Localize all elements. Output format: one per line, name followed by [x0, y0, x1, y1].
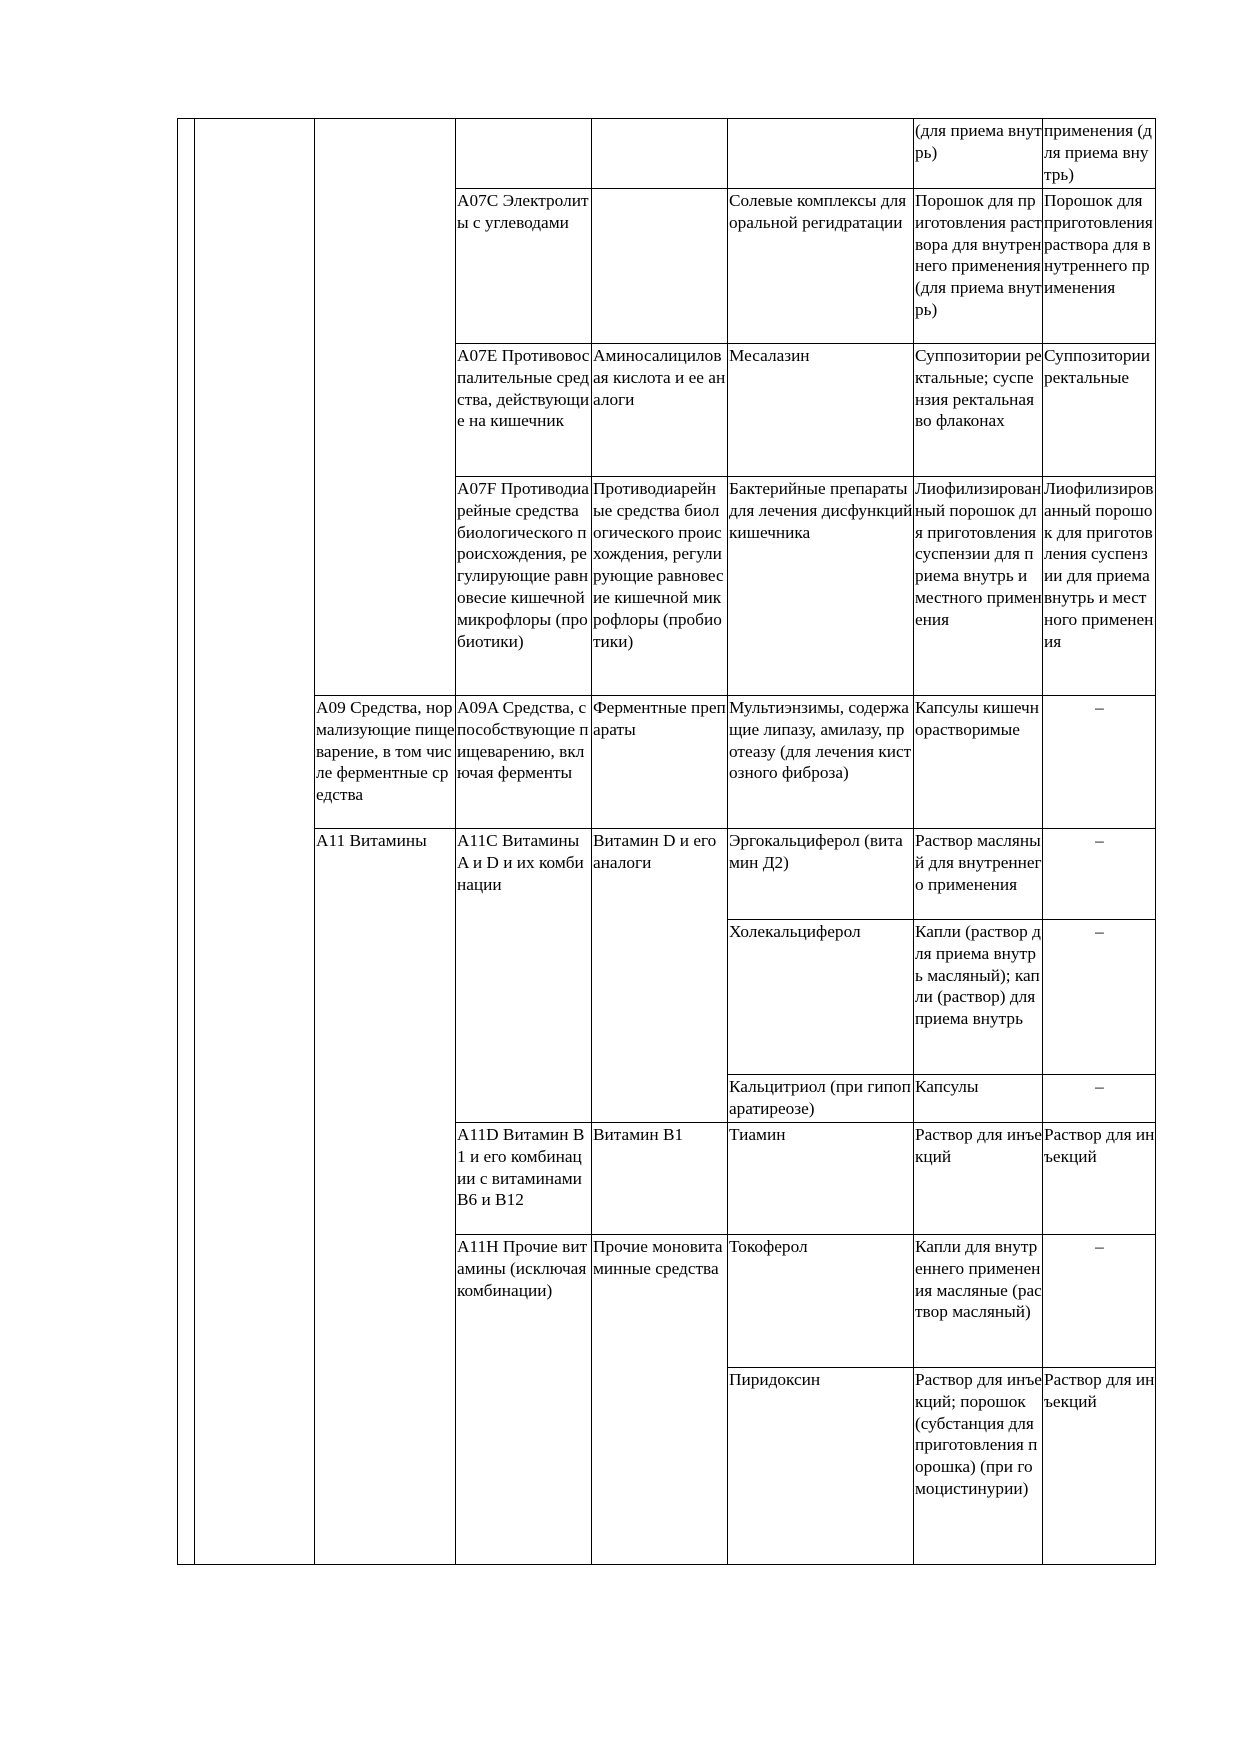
table-cell-form-prof: Раствор для инъекций [1043, 1123, 1156, 1235]
table-cell-inn: Месалазин [728, 344, 914, 477]
table-cell-inn: Холекальциферол [728, 920, 914, 1075]
table-cell-form-prof: Лиофилизированный порошок для приготовления суспензии для приема внутрь и местного применения [1043, 477, 1156, 696]
table-cell-form-prof: – [1043, 829, 1156, 920]
table-cell-number [178, 119, 195, 1565]
table-cell-inn: Кальцитриол (при гипопаратиреозе) [728, 1075, 914, 1123]
table-cell-inn: Пиридоксин [728, 1368, 914, 1565]
table-cell-pharm-group: Витамин B1 [592, 1123, 728, 1235]
table-cell-atc4: A07C Электролиты с углеводами [456, 189, 592, 344]
table-cell-atc3: A11 Витамины [315, 829, 456, 1565]
table-cell-pharm-group [592, 189, 728, 344]
table-cell-pharm-group: Аминосалициловая кислота и ее аналоги [592, 344, 728, 477]
table-cell-atc4 [456, 119, 592, 189]
table-cell-inn [728, 119, 914, 189]
table-cell-pharm-group: Витамин D и его аналоги [592, 829, 728, 1123]
table-cell-form: Порошок для приготовления раствора для внутреннего применения (для приема внутрь) [914, 189, 1043, 344]
table-cell-atc4: A07E Противовоспалительные средства, действующие на кишечник [456, 344, 592, 477]
table-cell-form-prof: Порошок для приготовления раствора для внутреннего применения [1043, 189, 1156, 344]
table-cell-pharm-group [592, 119, 728, 189]
table-cell-form: (для приема внутрь) [914, 119, 1043, 189]
table-cell-form: Суппозитории ректальные; суспензия ректальная во флаконах [914, 344, 1043, 477]
table-cell-atc4: A11D Витамин B1 и его комбинации с витаминами B6 и B12 [456, 1123, 592, 1235]
table-cell-inn: Бактерийные препараты для лечения дисфункций кишечника [728, 477, 914, 696]
table-cell-form-prof: – [1043, 920, 1156, 1075]
table-cell-atc4: A11C Витамины A и D и их комбинации [456, 829, 592, 1123]
table-row [178, 119, 1156, 189]
table-cell-form-prof: – [1043, 696, 1156, 829]
table-cell-pharm-group: Прочие моновитаминные средства [592, 1235, 728, 1565]
table-cell-atc4: A09A Средства, способствующие пищеварению, включая ферменты [456, 696, 592, 829]
table-cell-form: Раствор для инъекций; порошок (субстанция для приготовления порошка) (при гомоцистинурии) [914, 1368, 1043, 1565]
table-cell-form: Лиофилизированный порошок для приготовления суспензии для приема внутрь и местного применения [914, 477, 1043, 696]
table-cell-form-prof: применения (для приема внутрь) [1043, 119, 1156, 189]
table-cell-form: Раствор для инъекций [914, 1123, 1043, 1235]
table-cell-form: Капли (раствор для приема внутрь масляный); капли (раствор) для приема внутрь [914, 920, 1043, 1075]
table-cell-pharm-group: Противодиарейные средства биологического происхождения, регулирующие равновесие кишечной микрофлоры (пробиотики) [592, 477, 728, 696]
table-cell-atc4: A11H Прочие витамины (исключая комбинации) [456, 1235, 592, 1565]
table-row [178, 829, 1156, 920]
table-cell-form-prof: – [1043, 1235, 1156, 1368]
table-row [178, 696, 1156, 829]
table-cell-form-prof: Суппозитории ректальные [1043, 344, 1156, 477]
table-cell-pharm-group: Ферментные препараты [592, 696, 728, 829]
table-cell-atc3: A09 Средства, нормализующие пищеварение, в том числе ферментные средства [315, 696, 456, 829]
table-cell-form-prof: Раствор для инъекций [1043, 1368, 1156, 1565]
table-cell-form: Капсулы кишечнорастворимые [914, 696, 1043, 829]
table-cell-inn: Тиамин [728, 1123, 914, 1235]
table-cell-inn: Мультиэнзимы, содержащие липазу, амилазу, протеазу (для лечения кистозного фиброза) [728, 696, 914, 829]
table-cell-inn: Солевые комплексы для оральной регидратации [728, 189, 914, 344]
drug-classification-table [177, 118, 1156, 1565]
table-cell-atc3 [315, 119, 456, 696]
table-cell-inn: Токоферол [728, 1235, 914, 1368]
table-cell-atc-group [195, 119, 315, 1565]
table-cell-form-prof: – [1043, 1075, 1156, 1123]
table-cell-atc4: A07F Противодиарейные средства биологического происхождения, регулирующие равновесие кишечной микрофлоры (пробиотики) [456, 477, 592, 696]
table-cell-form: Раствор масляный для внутреннего применения [914, 829, 1043, 920]
table-cell-form: Капли для внутреннего применения масляные (раствор масляный) [914, 1235, 1043, 1368]
table-cell-form: Капсулы [914, 1075, 1043, 1123]
table-cell-inn: Эргокальциферол (витамин Д2) [728, 829, 914, 920]
